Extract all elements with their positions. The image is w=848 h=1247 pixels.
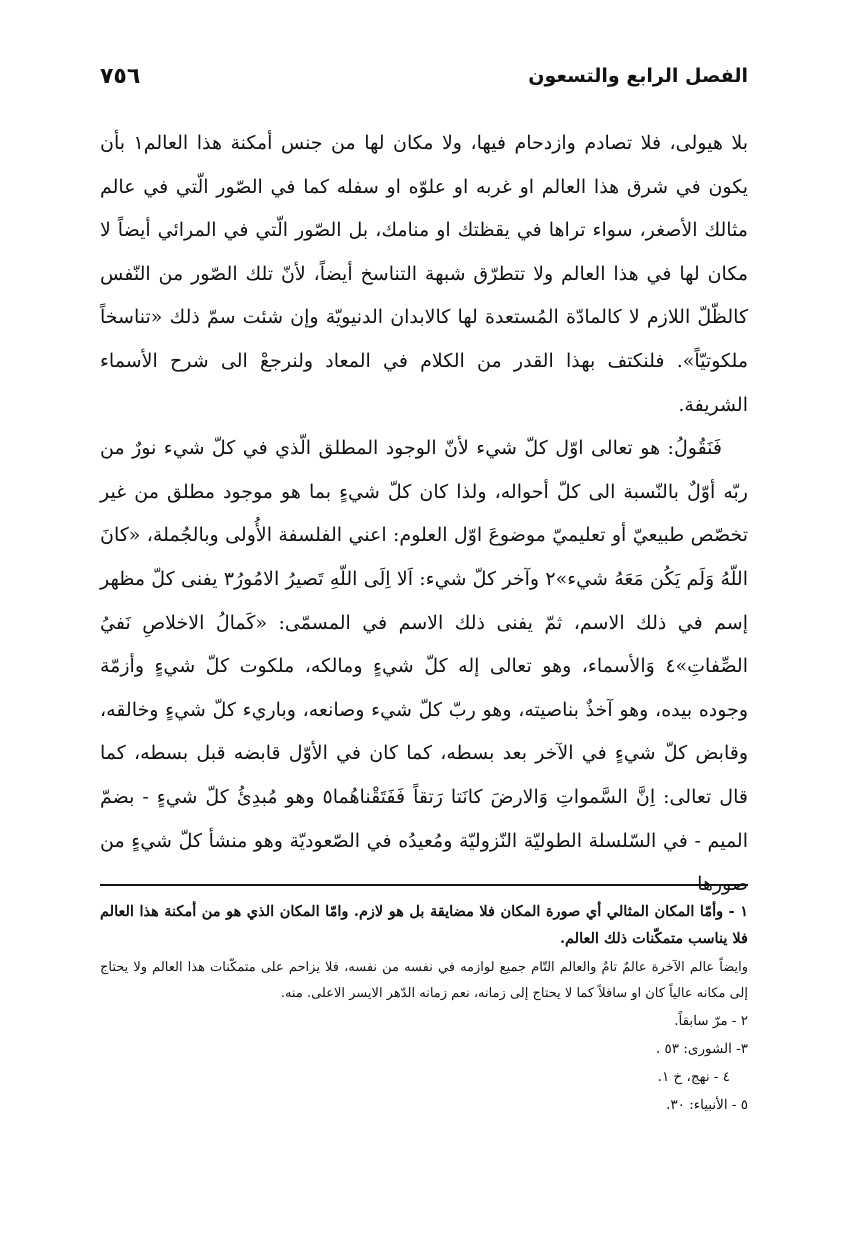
footnote-1-addendum: وايضاً عالم الآخرة عالمٌ تامٌ والعالم التّام جميع لوازمه في نفسه من نفسه، فلا يزاحم على متمكّنات هذا العالم ولا يحتاج إلى مكانه عالياً كان او سافلاً كما لا يحتاج إلى زمانه، نعم زمانه الدّهر الايسر الاعلى. منه.	[100, 960, 748, 1001]
paragraph: بلا هيولى، فلا تصادم وازدحام فيها، ولا مكان لها من جنس أمكنة هذا العالم١ بأن يكون في شرق هذا العالم او غربه او علوّه او سفله كما في الصّور الّتي في عالم مثالك الأصغر، سواء تراها في يقظتك او منامك، بل الصّور الّتي في المرائي أيضاً لا مكان لها في هذا العالم ولا تتطرّق شبهة التناسخ أيضاً، لأنّ تلك الصّور من النّفس كالظّلّ اللازم لا كالمادّة المُستعدة لها كالابدان الدنيويّة وإن شئت سمّ ذلك «تناسخاً ملكوتيّاً». فلنكتف بهذا القدر من الكلام في المعاد ولنرجعْ الى شرح الأسماء الشريفة.	[100, 132, 748, 416]
footnote-4: ٤ - نهج، خ ١.	[657, 1069, 730, 1085]
footnote-2: ٢ - مرّ سابقاً.	[674, 1013, 748, 1029]
chapter-title: الفصل الرابع والتسعون	[528, 65, 748, 87]
page-number: ٧٥٦	[100, 63, 141, 89]
footnote-divider	[100, 884, 748, 886]
paragraph: فَنَقُولُ: هو تعالى اوّل كلّ شيء لأنّ الوجود المطلق الّذي في كلّ شيء نورٌ من ربّه أوّلٌ بالنّسبة الى كلّ أحواله، ولذا كان كلّ شيءٍ بما هو موجود مطلق من غير تخصّص طبيعيّ أو تعليميّ موضوعَ اوّل العلوم: اعني الفلسفة الأُولى وبالجُملة، «كانَ اللّهُ وَلَم يَكُن مَعَهُ شيء»٢ وآخر كلّ شيء: اَلا اِلَى اللّهِ تَصيرُ الامُورُ٣ يفنى كلّ مظهر إسم في ذلك الاسم، ثمّ يفنى ذلك الاسم في المسمّى: «كَمالُ الاخلاصِ نَفيُ الصِّفاتِ»٤ وَالأسماء، وهو تعالى إله كلّ شيءٍ ومالكه، ملكوت كلّ شيءٍ وأزمّة وجوده بيده، وهو آخذٌ بناصيته، وهو ربّ كلّ شيء وصانعه، وباريء كلّ شيءٍ وخالقه، وقابض كلّ شيءٍ في الآخر بعد بسطه، كما كان في الأوّل قابضه قبل بسطه، كما قال تعالى: اِنَّ السَّمواتِ وَالارضَ كانَتا رَتقاً فَفَتَقْناهُما٥ وهو مُبدِئُ كلّ شيءٍ - بضمّ الميم - في السّلسلة الطوليّة النّزوليّة ومُعيدُه في الصّعوديّة وهو منشأ كلّ شيءٍ من صورها	[100, 437, 748, 896]
page-header	[100, 58, 748, 94]
footnote-5: ٥ - الأنبياء: ٣٠.	[666, 1097, 748, 1113]
footnotes	[100, 898, 748, 1119]
main-text	[100, 122, 748, 907]
footnote-1: ١ - وأمّا المكان المثالي أي صورة المكان فلا مضايقة بل هو لازم. وامّا المكان الذي هو من أمكنة هذا العالم فلا يناسب متمكّنات ذلك العالم.	[100, 903, 748, 947]
footnote-3: ٣- الشورى: ٥٣ .	[655, 1041, 748, 1057]
